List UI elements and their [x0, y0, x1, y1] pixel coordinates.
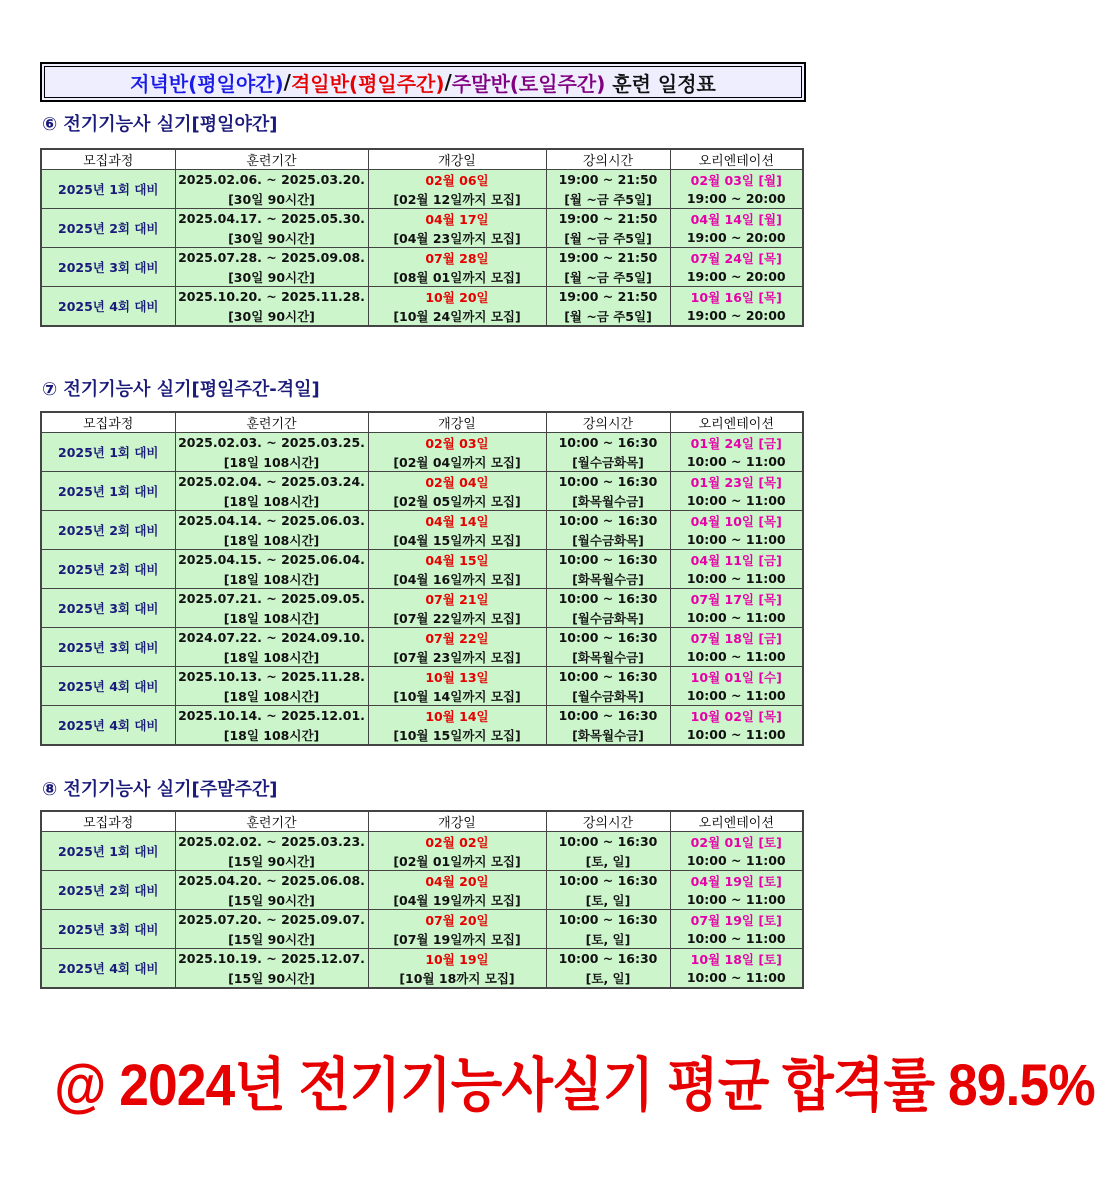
course-cell: 2025년 4회 대비: [41, 667, 175, 706]
title-alternate-day-class: 격일반(평일주간): [290, 71, 445, 96]
orientation-time-cell: 10:00 ~ 11:00: [670, 530, 803, 550]
training-duration-cell: [30일 90시간]: [175, 228, 368, 248]
recruit-deadline-cell: [10월 14일까지 모집]: [368, 686, 546, 706]
training-period-cell: 2025.10.19. ~ 2025.12.07.: [175, 949, 368, 969]
orientation-date-cell: 01월 24일 [금]: [670, 433, 803, 453]
training-duration-cell: [18일 108시간]: [175, 530, 368, 550]
course-cell: 2025년 2회 대비: [41, 209, 175, 248]
lecture-days-cell: [월수금화목]: [546, 530, 670, 550]
title-separator: /: [283, 70, 291, 94]
training-duration-cell: [30일 90시간]: [175, 189, 368, 209]
orientation-date-cell: 07월 19일 [토]: [670, 910, 803, 930]
lecture-time-cell: 10:00 ~ 16:30: [546, 832, 670, 852]
training-period-cell: 2025.10.13. ~ 2025.11.28.: [175, 667, 368, 687]
training-duration-cell: [18일 108시간]: [175, 452, 368, 472]
training-duration-cell: [30일 90시간]: [175, 267, 368, 287]
start-date-cell: 10월 19일: [368, 949, 546, 969]
table-row: [41, 209, 803, 229]
header-orientation: 오리엔테이션: [670, 149, 803, 170]
lecture-days-cell: [화목월수금]: [546, 569, 670, 589]
training-duration-cell: [15일 90시간]: [175, 929, 368, 949]
lecture-time-cell: 10:00 ~ 16:30: [546, 871, 670, 891]
table-row: [41, 170, 803, 190]
training-duration-cell: [18일 108시간]: [175, 647, 368, 667]
table-row: [41, 628, 803, 648]
start-date-cell: 10월 13일: [368, 667, 546, 687]
lecture-days-cell: [월수금화목]: [546, 686, 670, 706]
lecture-time-cell: 10:00 ~ 16:30: [546, 706, 670, 726]
recruit-deadline-cell: [07월 23일까지 모집]: [368, 647, 546, 667]
table-row: [41, 706, 803, 726]
lecture-days-cell: [월 ~금 주5일]: [546, 267, 670, 287]
recruit-deadline-cell: [10월 15일까지 모집]: [368, 725, 546, 745]
lecture-days-cell: [토, 일]: [546, 929, 670, 949]
table-row: [41, 433, 803, 453]
start-date-cell: 10월 14일: [368, 706, 546, 726]
title-suffix: 훈련 일정표: [605, 71, 716, 96]
recruit-deadline-cell: [08월 01일까지 모집]: [368, 267, 546, 287]
course-cell: 2025년 3회 대비: [41, 910, 175, 949]
course-cell: 2025년 1회 대비: [41, 170, 175, 209]
lecture-time-cell: 10:00 ~ 16:30: [546, 550, 670, 570]
lecture-days-cell: [월수금화목]: [546, 452, 670, 472]
lecture-time-cell: 10:00 ~ 16:30: [546, 511, 670, 531]
lecture-time-cell: 19:00 ~ 21:50: [546, 209, 670, 229]
orientation-time-cell: 10:00 ~ 11:00: [670, 686, 803, 706]
header-lecture-time: 강의시간: [546, 412, 670, 433]
orientation-time-cell: 19:00 ~ 20:00: [670, 306, 803, 326]
training-period-cell: 2025.07.21. ~ 2025.09.05.: [175, 589, 368, 609]
recruit-deadline-cell: [04월 23일까지 모집]: [368, 228, 546, 248]
lecture-time-cell: 19:00 ~ 21:50: [546, 248, 670, 268]
header-period: 훈련기간: [175, 412, 368, 433]
training-period-cell: 2025.02.03. ~ 2025.03.25.: [175, 433, 368, 453]
section-heading-weekday-evening: ⑥ 전기기능사 실기[평일야간]: [42, 114, 278, 135]
course-cell: 2025년 4회 대비: [41, 949, 175, 989]
training-period-cell: 2025.10.20. ~ 2025.11.28.: [175, 287, 368, 307]
table-row: [41, 550, 803, 570]
orientation-time-cell: 10:00 ~ 11:00: [670, 851, 803, 871]
start-date-cell: 04월 17일: [368, 209, 546, 229]
lecture-time-cell: 10:00 ~ 16:30: [546, 910, 670, 930]
lecture-days-cell: [월 ~금 주5일]: [546, 189, 670, 209]
recruit-deadline-cell: [04월 15일까지 모집]: [368, 530, 546, 550]
training-period-cell: 2025.04.14. ~ 2025.06.03.: [175, 511, 368, 531]
table-row: [41, 511, 803, 531]
course-cell: 2025년 1회 대비: [41, 472, 175, 511]
header-orientation: 오리엔테이션: [670, 412, 803, 433]
course-cell: 2025년 2회 대비: [41, 511, 175, 550]
orientation-date-cell: 07월 18일 [금]: [670, 628, 803, 648]
training-period-cell: 2025.04.15. ~ 2025.06.04.: [175, 550, 368, 570]
schedule-table-weekday-evening: [40, 148, 804, 327]
table-row: [41, 910, 803, 930]
recruit-deadline-cell: [07월 22일까지 모집]: [368, 608, 546, 628]
start-date-cell: 02월 06일: [368, 170, 546, 190]
training-period-cell: 2025.02.06. ~ 2025.03.20.: [175, 170, 368, 190]
start-date-cell: 07월 21일: [368, 589, 546, 609]
orientation-date-cell: 10월 18일 [토]: [670, 949, 803, 969]
recruit-deadline-cell: [07월 19일까지 모집]: [368, 929, 546, 949]
table-row: [41, 871, 803, 891]
training-period-cell: 2025.02.02. ~ 2025.03.23.: [175, 832, 368, 852]
lecture-time-cell: 10:00 ~ 16:30: [546, 589, 670, 609]
training-period-cell: 2025.10.14. ~ 2025.12.01.: [175, 706, 368, 726]
orientation-date-cell: 02월 01일 [토]: [670, 832, 803, 852]
pass-rate-banner: @ 2024년 전기기능사실기 평균 합격률 89.5%: [54, 1053, 1095, 1118]
orientation-time-cell: 10:00 ~ 11:00: [670, 725, 803, 745]
orientation-time-cell: 10:00 ~ 11:00: [670, 452, 803, 472]
orientation-date-cell: 07월 24일 [목]: [670, 248, 803, 268]
orientation-date-cell: 04월 10일 [목]: [670, 511, 803, 531]
start-date-cell: 02월 02일: [368, 832, 546, 852]
course-cell: 2025년 1회 대비: [41, 832, 175, 871]
start-date-cell: 04월 14일: [368, 511, 546, 531]
course-cell: 2025년 2회 대비: [41, 871, 175, 910]
orientation-time-cell: 19:00 ~ 20:00: [670, 267, 803, 287]
lecture-days-cell: [화목월수금]: [546, 647, 670, 667]
training-period-cell: 2025.07.20. ~ 2025.09.07.: [175, 910, 368, 930]
training-duration-cell: [30일 90시간]: [175, 306, 368, 326]
start-date-cell: 04월 15일: [368, 550, 546, 570]
header-period: 훈련기간: [175, 149, 368, 170]
lecture-days-cell: [월수금화목]: [546, 608, 670, 628]
lecture-time-cell: 19:00 ~ 21:50: [546, 170, 670, 190]
lecture-days-cell: [화목월수금]: [546, 725, 670, 745]
lecture-time-cell: 10:00 ~ 16:30: [546, 667, 670, 687]
orientation-date-cell: 02월 03일 [월]: [670, 170, 803, 190]
title-weekend-class: 주말반(토일주간): [451, 71, 606, 96]
course-cell: 2025년 3회 대비: [41, 628, 175, 667]
training-duration-cell: [15일 90시간]: [175, 890, 368, 910]
lecture-days-cell: [월 ~금 주5일]: [546, 228, 670, 248]
header-start-date: 개강일: [368, 811, 546, 832]
table-row: [41, 949, 803, 969]
orientation-time-cell: 19:00 ~ 20:00: [670, 189, 803, 209]
start-date-cell: 04월 20일: [368, 871, 546, 891]
recruit-deadline-cell: [02월 01일까지 모집]: [368, 851, 546, 871]
table-row: [41, 248, 803, 268]
training-period-cell: 2025.07.28. ~ 2025.09.08.: [175, 248, 368, 268]
start-date-cell: 02월 04일: [368, 472, 546, 492]
lecture-time-cell: 10:00 ~ 16:30: [546, 628, 670, 648]
header-lecture-time: 강의시간: [546, 811, 670, 832]
orientation-time-cell: 10:00 ~ 11:00: [670, 647, 803, 667]
header-start-date: 개강일: [368, 412, 546, 433]
title-separator: /: [444, 70, 452, 94]
lecture-days-cell: [토, 일]: [546, 968, 670, 988]
training-duration-cell: [18일 108시간]: [175, 569, 368, 589]
header-course: 모집과정: [41, 811, 175, 832]
header-orientation: 오리엔테이션: [670, 811, 803, 832]
lecture-time-cell: 10:00 ~ 16:30: [546, 949, 670, 969]
lecture-days-cell: [화목월수금]: [546, 491, 670, 511]
orientation-date-cell: 10월 01일 [수]: [670, 667, 803, 687]
training-duration-cell: [18일 108시간]: [175, 491, 368, 511]
recruit-deadline-cell: [10월 24일까지 모집]: [368, 306, 546, 326]
training-duration-cell: [18일 108시간]: [175, 608, 368, 628]
orientation-time-cell: 10:00 ~ 11:00: [670, 968, 803, 988]
title-evening-class: 저녁반(평일야간): [130, 71, 284, 96]
training-period-cell: 2025.04.17. ~ 2025.05.30.: [175, 209, 368, 229]
section-heading-weekday-alternate: ⑦ 전기기능사 실기[평일주간-격일]: [42, 379, 320, 400]
orientation-date-cell: 04월 19일 [토]: [670, 871, 803, 891]
orientation-time-cell: 10:00 ~ 11:00: [670, 929, 803, 949]
table-row: [41, 589, 803, 609]
header-course: 모집과정: [41, 149, 175, 170]
training-period-cell: 2024.07.22. ~ 2024.09.10.: [175, 628, 368, 648]
orientation-date-cell: 10월 16일 [목]: [670, 287, 803, 307]
orientation-time-cell: 10:00 ~ 11:00: [670, 569, 803, 589]
schedule-table-weekend: [40, 810, 804, 989]
start-date-cell: 07월 20일: [368, 910, 546, 930]
lecture-time-cell: 10:00 ~ 16:30: [546, 472, 670, 492]
schedule-table-weekday-alternate: [40, 411, 804, 746]
header-lecture-time: 강의시간: [546, 149, 670, 170]
start-date-cell: 02월 03일: [368, 433, 546, 453]
lecture-time-cell: 10:00 ~ 16:30: [546, 433, 670, 453]
table-row: [41, 287, 803, 307]
header-start-date: 개강일: [368, 149, 546, 170]
training-duration-cell: [18일 108시간]: [175, 686, 368, 706]
orientation-date-cell: 01월 23일 [목]: [670, 472, 803, 492]
lecture-days-cell: [토, 일]: [546, 890, 670, 910]
orientation-time-cell: 10:00 ~ 11:00: [670, 608, 803, 628]
table-row: [41, 667, 803, 687]
course-cell: 2025년 4회 대비: [41, 706, 175, 746]
table-row: [41, 832, 803, 852]
course-cell: 2025년 3회 대비: [41, 589, 175, 628]
recruit-deadline-cell: [02월 12일까지 모집]: [368, 189, 546, 209]
lecture-time-cell: 19:00 ~ 21:50: [546, 287, 670, 307]
header-period: 훈련기간: [175, 811, 368, 832]
training-duration-cell: [18일 108시간]: [175, 725, 368, 745]
orientation-time-cell: 10:00 ~ 11:00: [670, 890, 803, 910]
start-date-cell: 07월 28일: [368, 248, 546, 268]
header-course: 모집과정: [41, 412, 175, 433]
training-period-cell: 2025.02.04. ~ 2025.03.24.: [175, 472, 368, 492]
course-cell: 2025년 1회 대비: [41, 433, 175, 472]
lecture-days-cell: [토, 일]: [546, 851, 670, 871]
training-duration-cell: [15일 90시간]: [175, 851, 368, 871]
recruit-deadline-cell: [02월 05일까지 모집]: [368, 491, 546, 511]
table-row: [41, 472, 803, 492]
course-cell: 2025년 4회 대비: [41, 287, 175, 327]
training-period-cell: 2025.04.20. ~ 2025.06.08.: [175, 871, 368, 891]
recruit-deadline-cell: [02월 04일까지 모집]: [368, 452, 546, 472]
start-date-cell: 10월 20일: [368, 287, 546, 307]
start-date-cell: 07월 22일: [368, 628, 546, 648]
orientation-date-cell: 07월 17일 [목]: [670, 589, 803, 609]
training-duration-cell: [15일 90시간]: [175, 968, 368, 988]
course-cell: 2025년 2회 대비: [41, 550, 175, 589]
lecture-days-cell: [월 ~금 주5일]: [546, 306, 670, 326]
orientation-date-cell: 10월 02일 [목]: [670, 706, 803, 726]
section-heading-weekend: ⑧ 전기기능사 실기[주말주간]: [42, 779, 278, 800]
orientation-date-cell: 04월 14일 [월]: [670, 209, 803, 229]
recruit-deadline-cell: [10월 18까지 모집]: [368, 968, 546, 988]
orientation-date-cell: 04월 11일 [금]: [670, 550, 803, 570]
orientation-time-cell: 10:00 ~ 11:00: [670, 491, 803, 511]
schedule-title: [40, 62, 806, 102]
course-cell: 2025년 3회 대비: [41, 248, 175, 287]
orientation-time-cell: 19:00 ~ 20:00: [670, 228, 803, 248]
recruit-deadline-cell: [04월 16일까지 모집]: [368, 569, 546, 589]
recruit-deadline-cell: [04월 19일까지 모집]: [368, 890, 546, 910]
